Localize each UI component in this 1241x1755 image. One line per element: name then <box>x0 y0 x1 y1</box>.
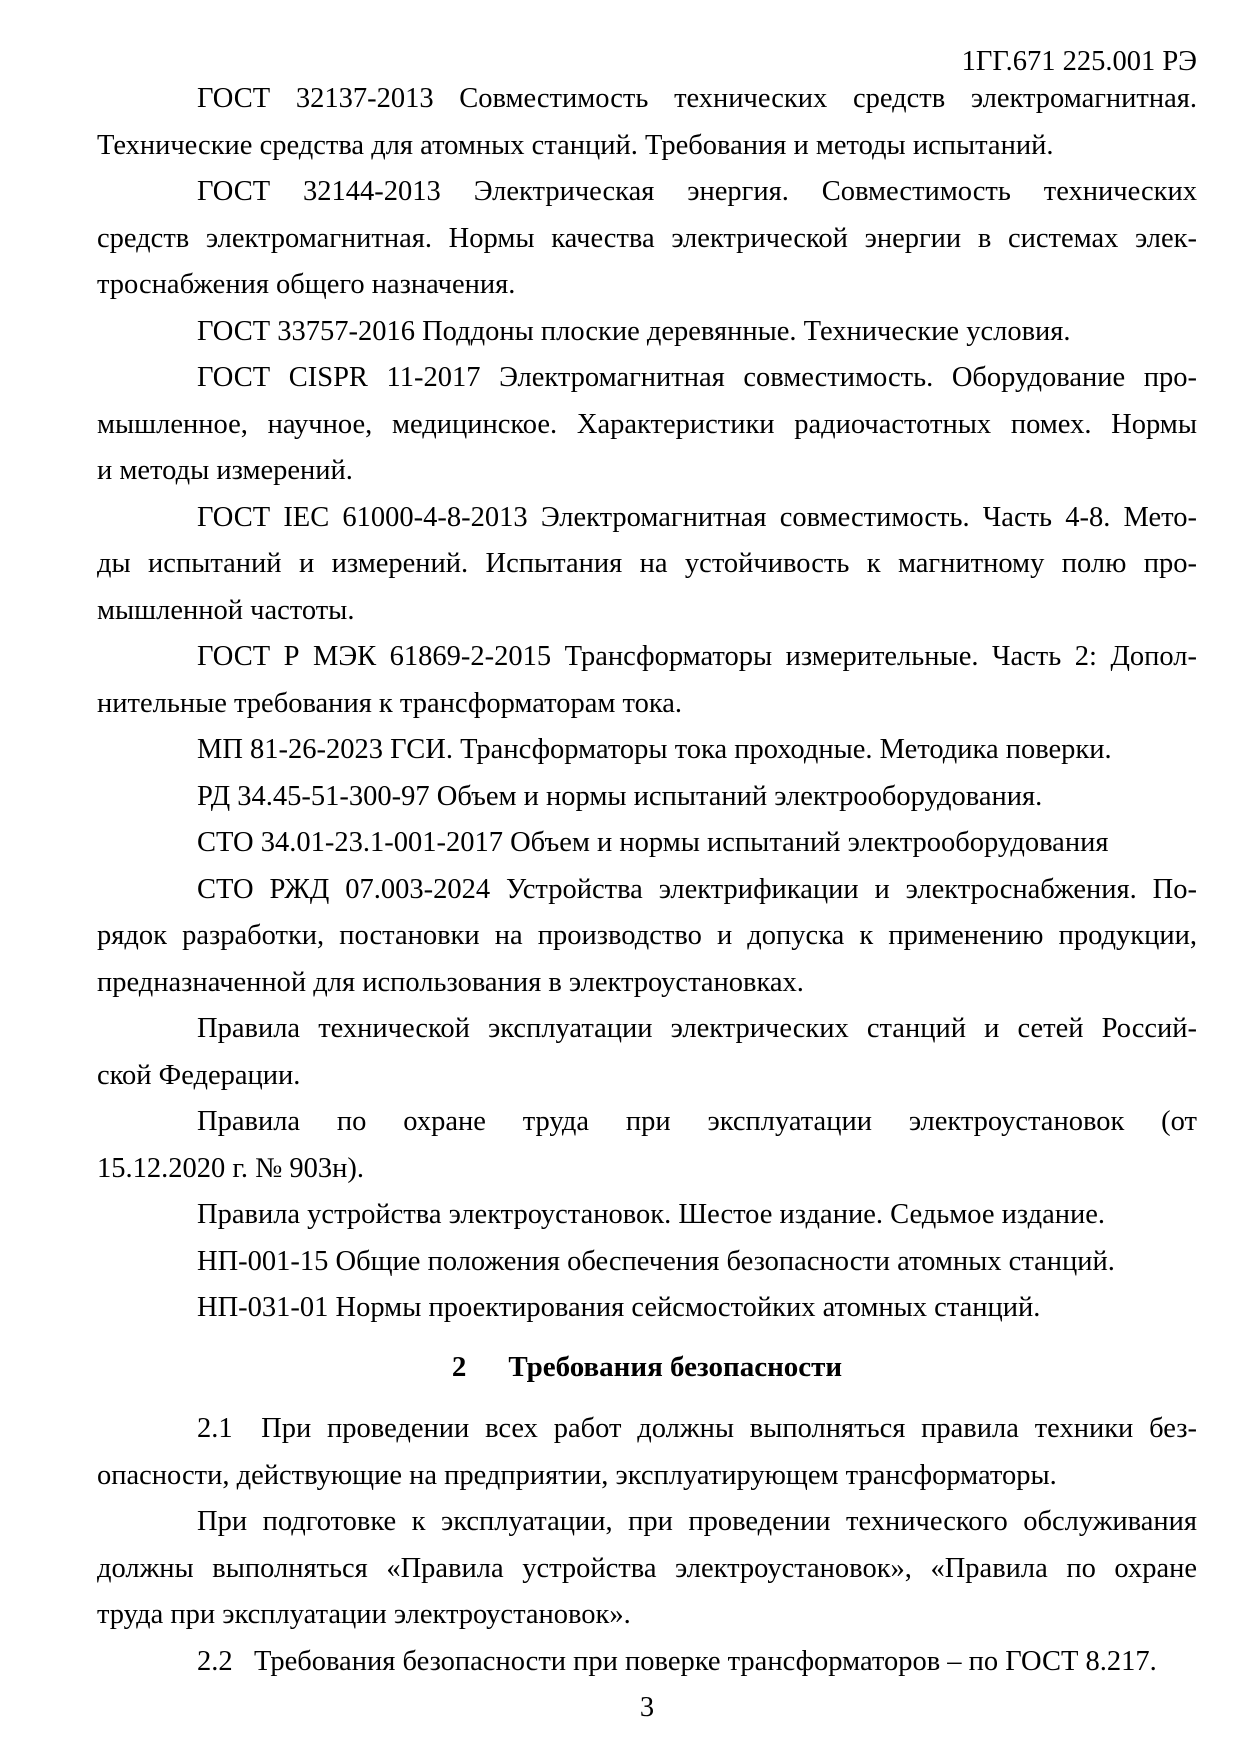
page-number: 3 <box>639 1692 655 1723</box>
text-line: ГОСТ 32137-2013 Совместимость технических средств электромагнитная. <box>197 83 1197 114</box>
paragraph <box>97 1099 1197 1192</box>
text-line: ГОСТ CISPR 11-2017 Электромагнитная совместимость. Оборудование про- <box>197 362 1197 393</box>
section-heading <box>97 1344 1197 1391</box>
paragraph <box>97 355 1197 495</box>
paragraph <box>97 309 1197 356</box>
paragraph <box>97 495 1197 635</box>
paragraph <box>97 820 1197 867</box>
text-line: РД 34.45-51-300-97 Объем и нормы испытаний электрооборудования. <box>197 780 1043 812</box>
text-line: опасности, действующие на предприятии, эксплуатирующем трансформаторы. <box>97 1459 1057 1491</box>
text-line: 2.1 При проведении всех работ должны выполняться правила техники без- <box>197 1413 1197 1444</box>
paragraph <box>97 1639 1197 1686</box>
text-line: ской Федерации. <box>97 1059 301 1091</box>
text-line: НП-031-01 Нормы проектирования сейсмостойких атомных станций. <box>197 1292 1041 1323</box>
text-line: мышленное, научное, медицинское. Характеристики радиочастотных помех. Нормы <box>97 408 1197 440</box>
paragraph <box>97 727 1197 774</box>
paragraph <box>97 1192 1197 1239</box>
section-title: Требования безопасности <box>508 1350 843 1383</box>
text-line: ГОСТ 32144-2013 Электрическая энергия. Совместимость технических <box>197 176 1197 207</box>
paragraph <box>97 76 1197 169</box>
paragraph <box>97 867 1197 1007</box>
text-line: троснабжения общего назначения. <box>97 269 516 300</box>
paragraph <box>97 1285 1197 1332</box>
text-line: СТО 34.01-23.1-001-2017 Объем и нормы испытаний электрооборудования <box>197 827 1109 858</box>
text-line: Правила по охране труда при эксплуатации электроустановок (от <box>197 1106 1197 1137</box>
text-line: средств электромагнитная. Нормы качества электрической энергии в системах элек- <box>97 222 1197 254</box>
text-line: мышленной частоты. <box>97 594 355 626</box>
text-line: Правила технической эксплуатации электрических станций и сетей Россий- <box>197 1013 1197 1044</box>
text-line: ГОСТ Р МЭК 61869-2-2015 Трансформаторы измерительные. Часть 2: Допол- <box>197 641 1197 672</box>
text-line: труда при эксплуатации электроустановок». <box>97 1599 631 1630</box>
text-line: ГОСТ 33757-2016 Поддоны плоские деревянные. Технические условия. <box>197 315 1071 347</box>
text-line: 15.12.2020 г. № 903н). <box>97 1152 365 1184</box>
paragraph <box>97 1499 1197 1639</box>
paragraph <box>97 1006 1197 1099</box>
text-line: рядок разработки, постановки на производство и допуска к применению продукции, <box>97 920 1197 951</box>
text-line: МП 81-26-2023 ГСИ. Трансформаторы тока проходные. Методика поверки. <box>197 734 1112 765</box>
text-line: ды испытаний и измерений. Испытания на устойчивость к магнитному полю про- <box>97 548 1197 579</box>
text-line: должны выполняться «Правила устройства электроустановок», «Правила по охране <box>97 1552 1197 1584</box>
text-line: СТО РЖД 07.003-2024 Устройства электрификации и электроснабжения. По- <box>197 873 1197 905</box>
text-line: Правила устройства электроустановок. Шестое издание. Седьмое издание. <box>197 1199 1106 1230</box>
text-line: ГОСТ IEC 61000-4-8-2013 Электромагнитная совместимость. Часть 4-8. Мето- <box>197 501 1197 533</box>
text-line: Технические средства для атомных станций. Требования и методы испытаний. <box>97 129 1054 161</box>
paragraph <box>97 774 1197 821</box>
document-body <box>97 76 1197 1685</box>
text-line: предназначенной для использования в электроустановках. <box>97 966 804 998</box>
text-line: НП-001-15 Общие положения обеспечения безопасности атомных станций. <box>197 1245 1115 1277</box>
text-line: При подготовке к эксплуатации, при проведении технического обслуживания <box>197 1506 1197 1537</box>
text-line: и методы измерений. <box>97 455 353 486</box>
text-line: 2.2 Требования безопасности при поверке трансформаторов – по ГОСТ 8.217. <box>197 1645 1157 1677</box>
text-line: нительные требования к трансформаторам тока. <box>97 687 683 719</box>
section-number: 2 <box>451 1350 467 1383</box>
paragraph <box>97 1406 1197 1499</box>
paragraph <box>97 634 1197 727</box>
paragraph <box>97 169 1197 309</box>
document-code-header: 1ГГ.671 225.001 РЭ <box>961 46 1197 77</box>
paragraph <box>97 1239 1197 1286</box>
